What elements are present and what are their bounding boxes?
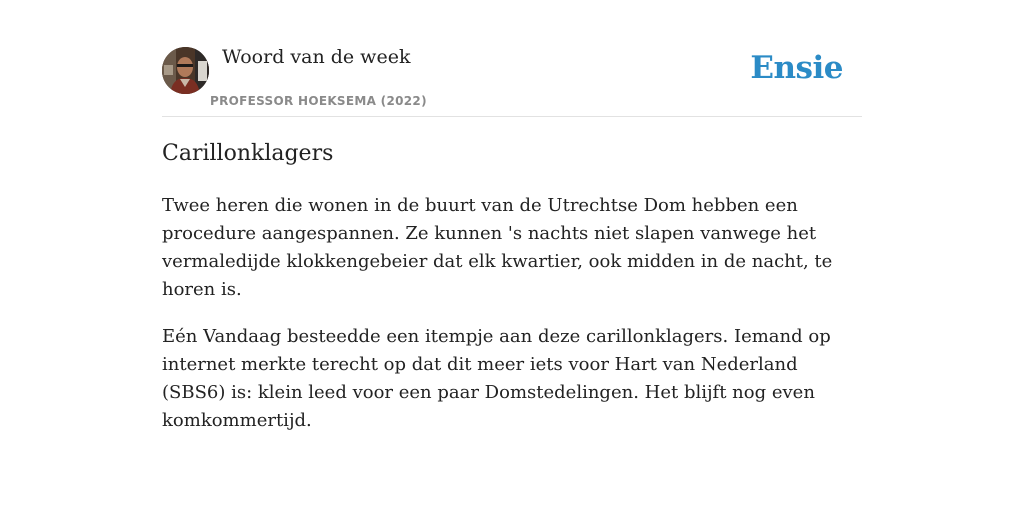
ensie-logo[interactable]: Ensie: [750, 50, 843, 86]
author-name[interactable]: PROFESSOR HOEKSEMA (2022): [210, 94, 427, 108]
article-paragraph-1: Twee heren die wonen in de buurt van de Utrechtse Dom hebben een procedure aangespannen. Ze kunnen 's nachts niet slapen vanwege het vermaledijde klokkengebeier dat elk kwartier, ook midden in de nacht, te horen is.: [162, 195, 833, 300]
author-avatar[interactable]: [162, 47, 209, 94]
article: [162, 138, 862, 454]
article-paragraph-2: Eén Vandaag besteedde een itempje aan deze carillonklagers. Iemand op internet merkte terecht op dat dit meer iets voor Hart van Nederland (SBS6) is: klein leed voor een paar Domstedelingen. Het blijft nog even komkommertijd.: [162, 326, 831, 431]
header: [162, 44, 862, 117]
series-title[interactable]: Woord van de week: [222, 46, 411, 68]
avatar-photo-icon: [162, 47, 209, 94]
article-title: Carillonklagers: [162, 141, 334, 166]
